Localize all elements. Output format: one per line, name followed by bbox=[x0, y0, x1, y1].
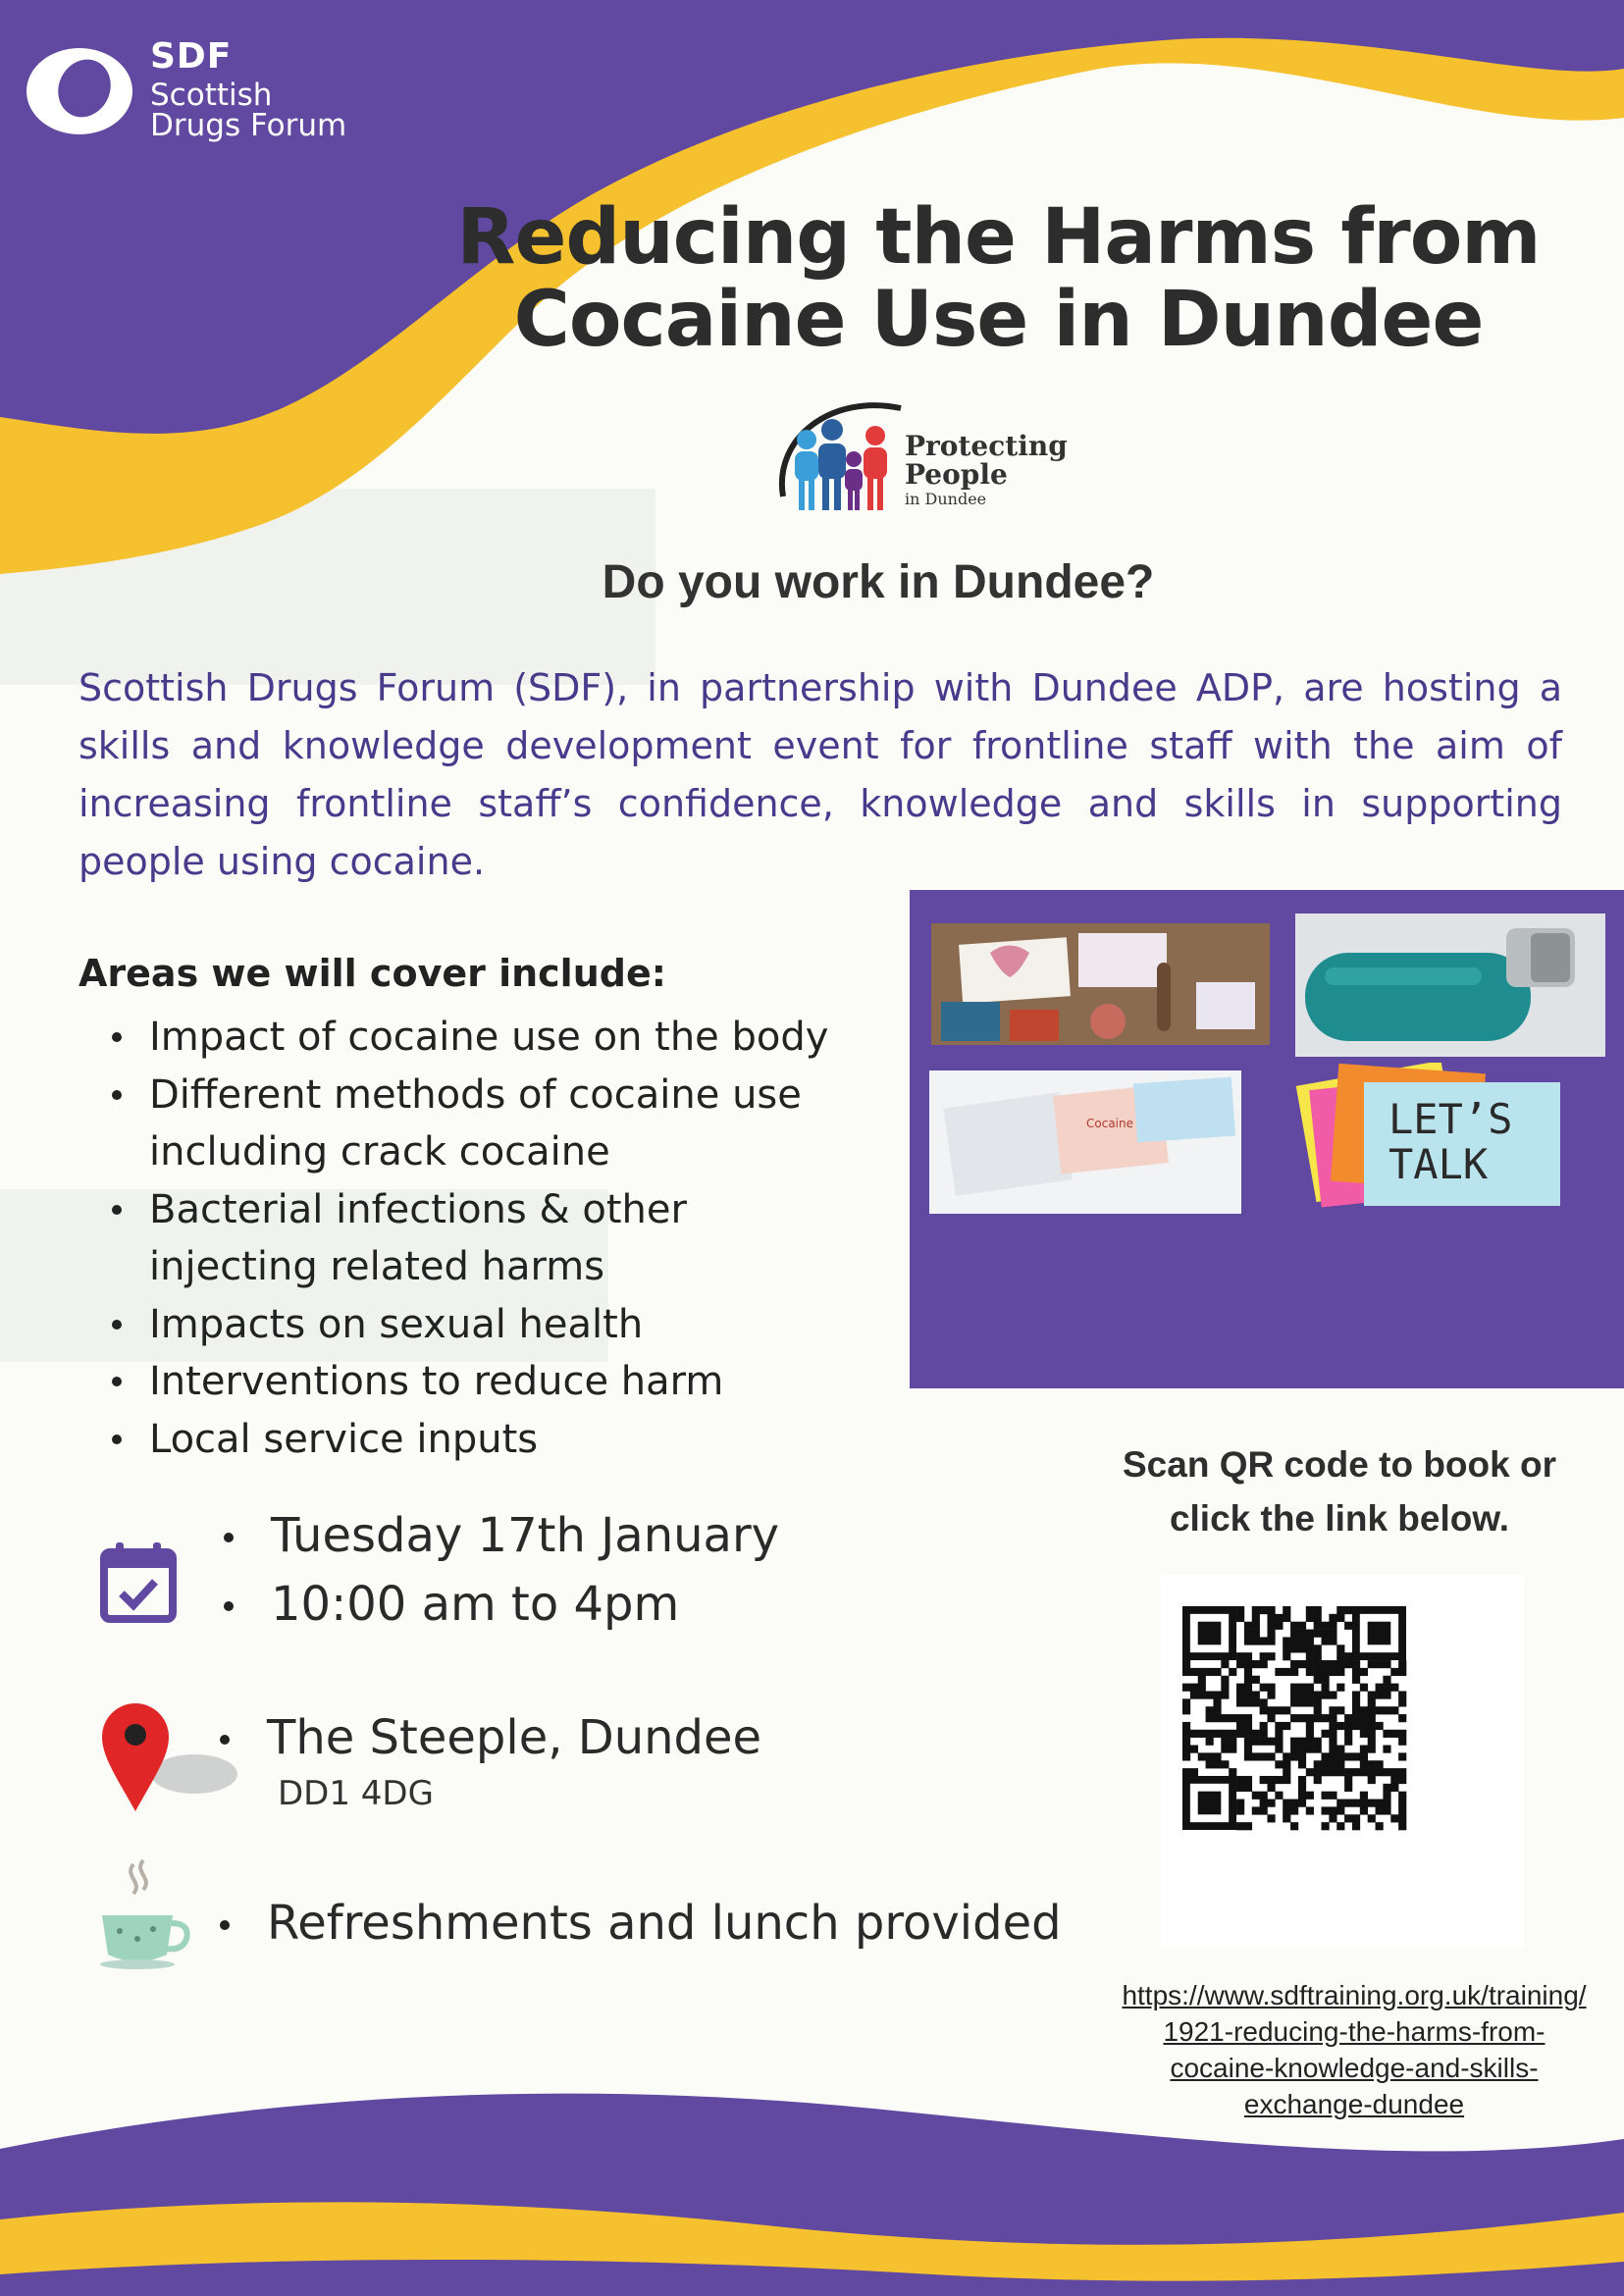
list-item: Impacts on sexual health bbox=[106, 1296, 911, 1354]
injecting-equipment-photo bbox=[929, 1070, 1241, 1214]
qr-code-graphic bbox=[1161, 1575, 1524, 1948]
link-line-1: https://www.sdftraining.org.uk/training/ bbox=[1122, 1980, 1587, 2010]
pp-line3: in Dundee bbox=[905, 489, 987, 508]
link-line-4: exchange-dundee bbox=[1243, 2089, 1465, 2119]
list-item: Bacterial infections & other injecting related harms bbox=[106, 1181, 738, 1296]
sdf-full-name: Scottish Drugs Forum bbox=[150, 78, 347, 143]
link-line-2: 1921-reducing-the-harms-from- bbox=[1163, 2016, 1545, 2047]
teacup-icon bbox=[98, 1856, 192, 1972]
sdf-logo-icon bbox=[22, 43, 137, 139]
venue-list bbox=[216, 1703, 761, 1772]
lets-talk-photo bbox=[1295, 1063, 1605, 1208]
list-item: Different methods of cocaine use including crack cocaine bbox=[106, 1067, 911, 1181]
refreshments-item: Refreshments and lunch provided bbox=[216, 1889, 1062, 1957]
calendar-icon bbox=[98, 1540, 179, 1623]
page-title: Reducing the Harms from Cocaine Use in Dundee bbox=[456, 193, 1541, 364]
pp-line1: Protecting bbox=[905, 430, 1068, 462]
event-postcode: DD1 4DG bbox=[278, 1774, 434, 1813]
scan-instructions: Scan QR code to book or click the link below. bbox=[1123, 1444, 1556, 1539]
question-heading: Do you work in Dundee? bbox=[602, 556, 1155, 608]
photo-panel bbox=[910, 890, 1624, 1388]
list-item: Impact of cocaine use on the body bbox=[106, 1009, 911, 1067]
event-venue: The Steeple, Dundee bbox=[216, 1703, 761, 1772]
sdf-abbr: SDF bbox=[150, 36, 233, 77]
qr-code[interactable] bbox=[1161, 1575, 1524, 1948]
lets-talk-line1: LET’S bbox=[1388, 1095, 1513, 1143]
areas-list bbox=[106, 1009, 911, 1468]
list-item: Local service inputs bbox=[106, 1411, 911, 1469]
sdf-logo-text bbox=[150, 36, 366, 143]
protecting-people-text bbox=[905, 432, 1068, 508]
list-item: Interventions to reduce harm bbox=[106, 1353, 911, 1411]
refreshments-list bbox=[216, 1889, 1062, 1957]
pp-line2: People bbox=[905, 458, 1008, 492]
areas-heading: Areas we will cover include: bbox=[79, 952, 666, 995]
link-line-3: cocaine-knowledge-and-skills- bbox=[1170, 2053, 1539, 2083]
booking-link[interactable] bbox=[1099, 1977, 1609, 2122]
event-time: 10:00 am to 4pm bbox=[220, 1570, 779, 1639]
event-date: Tuesday 17th January bbox=[220, 1501, 779, 1570]
intro-paragraph: Scottish Drugs Forum (SDF), in partnership with Dundee ADP, are hosting a skills and knowledge development event for frontline staff with the aim of increasing frontline staff’s confidence, knowledge and skills in supporting people using cocaine. bbox=[79, 666, 1562, 883]
lets-talk-line2: TALK bbox=[1388, 1140, 1489, 1188]
inhaler-photo bbox=[1295, 913, 1605, 1057]
date-time-list bbox=[220, 1501, 779, 1639]
training-materials-photo bbox=[931, 923, 1270, 1045]
bag-label-text: Cocaine bbox=[1086, 1117, 1133, 1130]
family-figures bbox=[795, 419, 887, 510]
